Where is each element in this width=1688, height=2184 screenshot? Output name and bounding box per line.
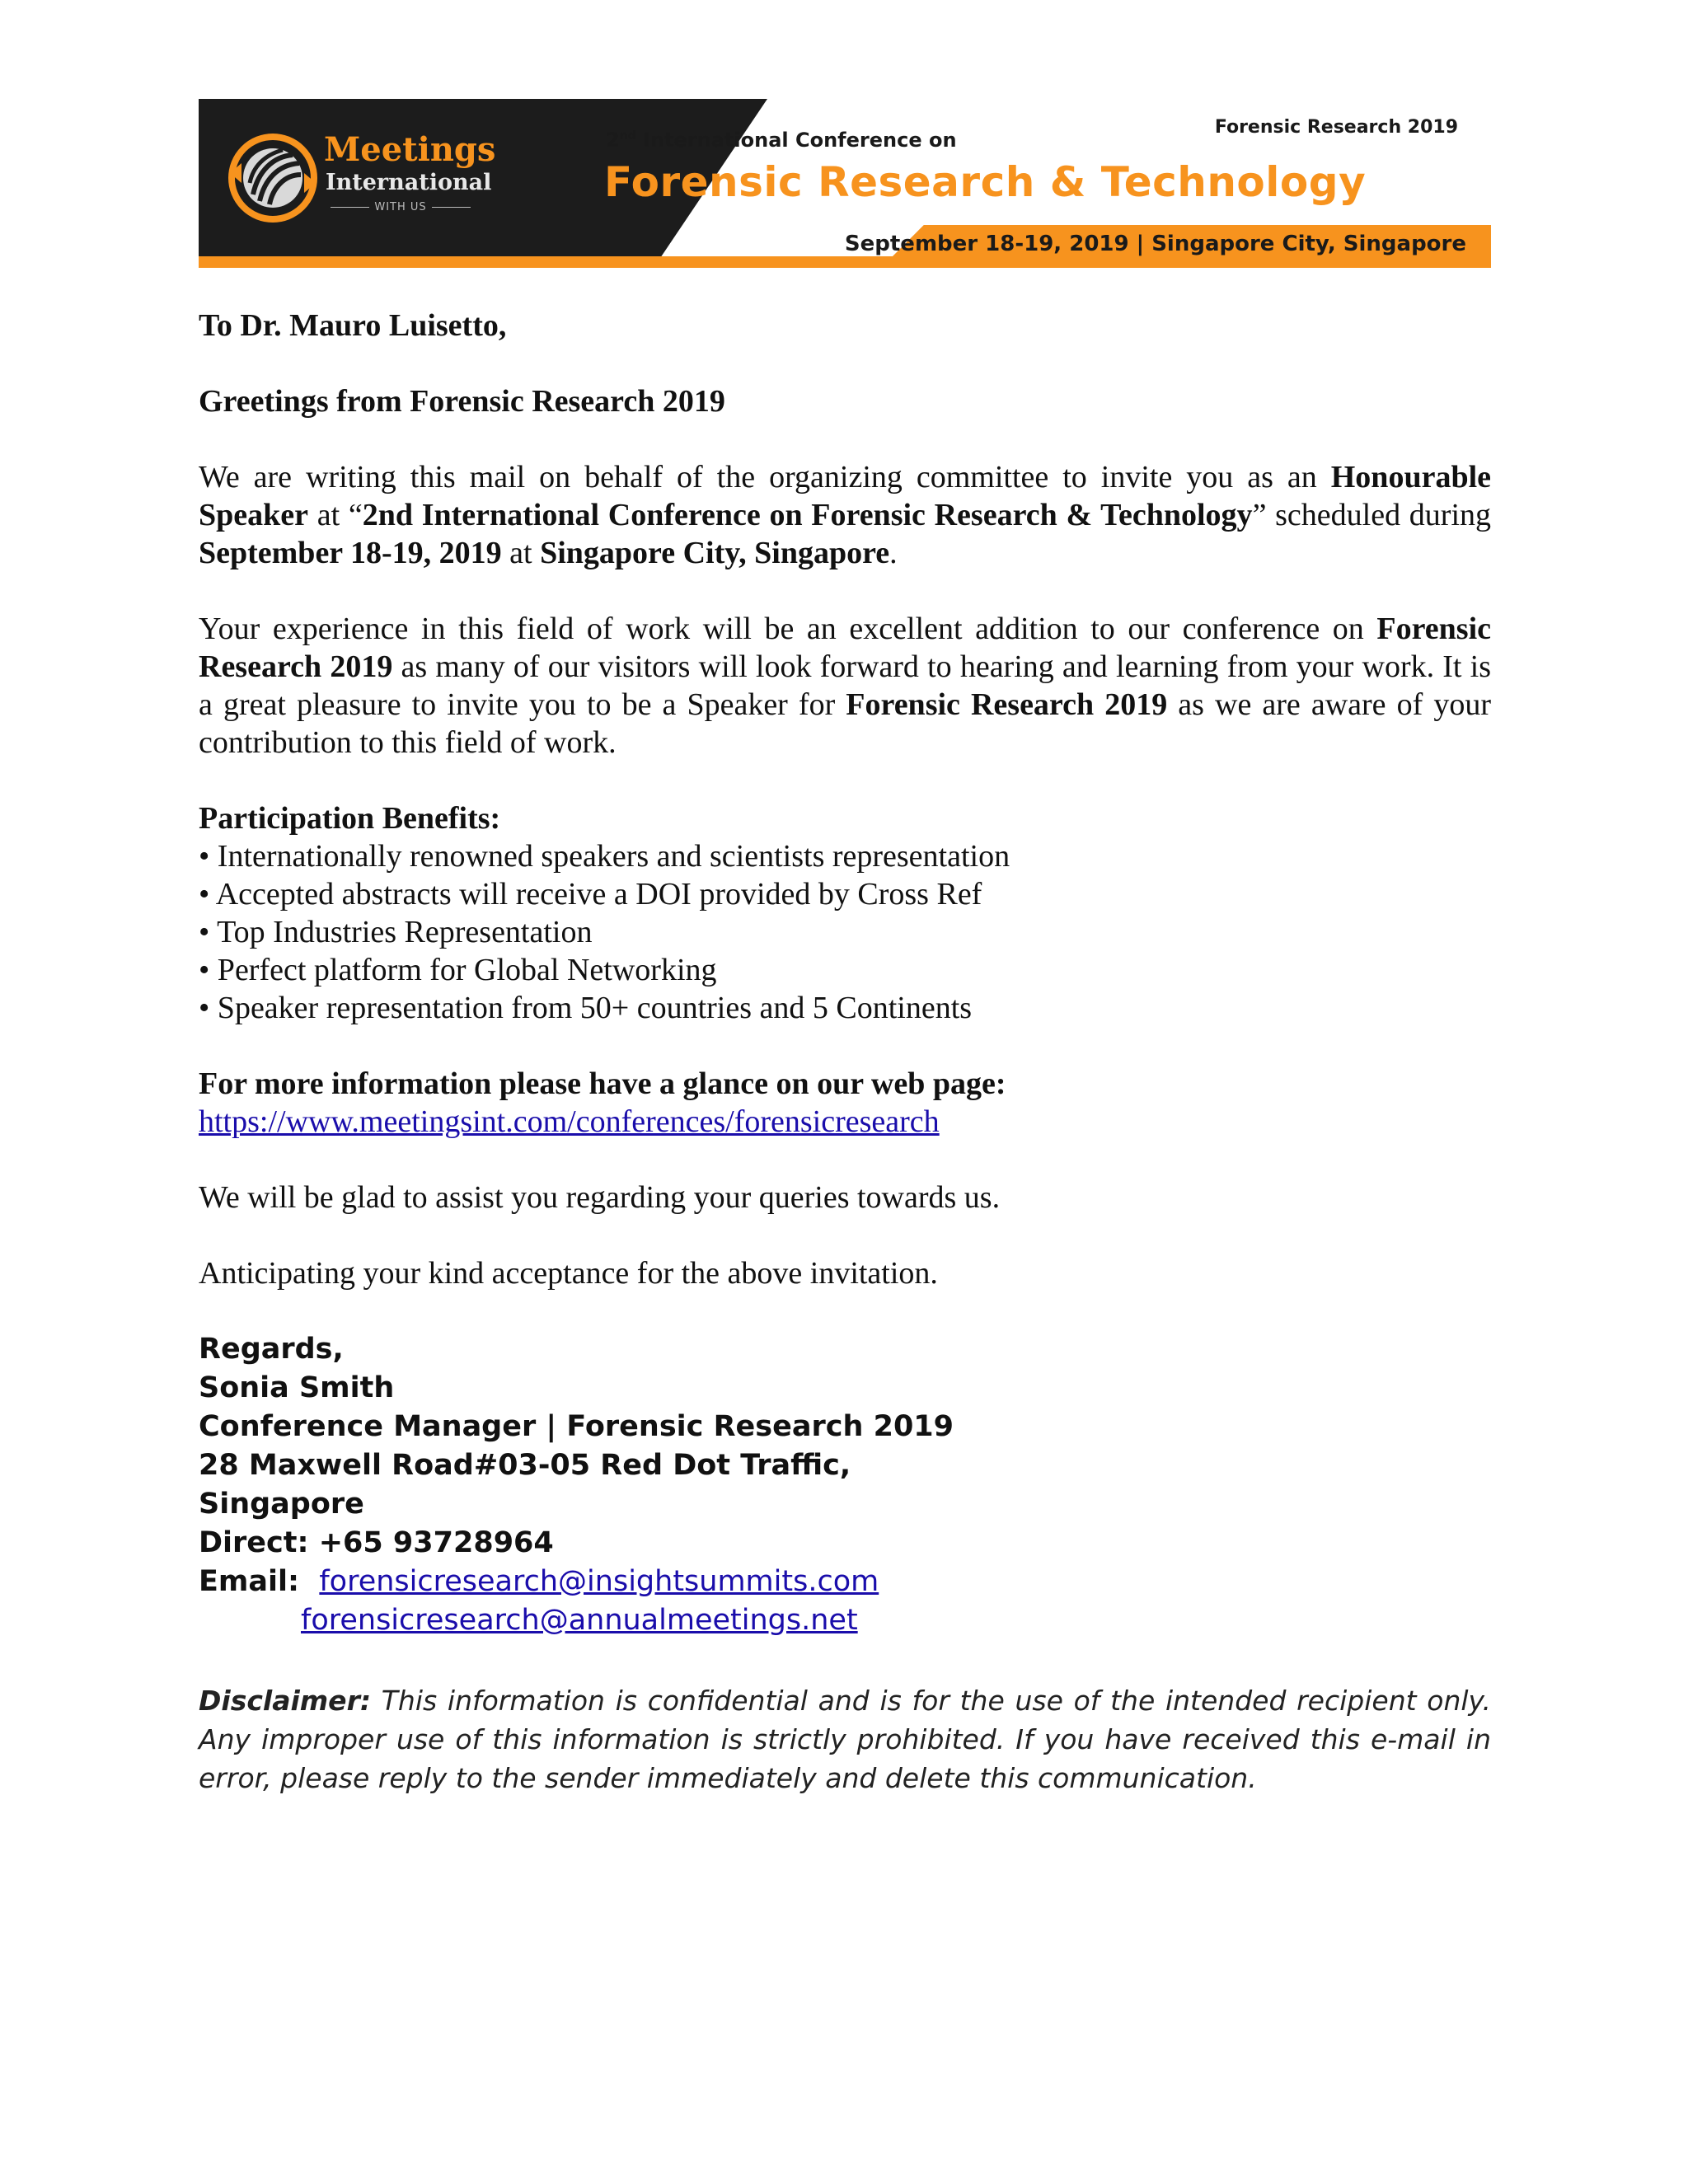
subtitle-ordinal: 2 [606,129,620,152]
disclaimer-label: Disclaimer: [199,1685,372,1717]
tagline-text: WITH US [374,201,427,213]
benefit-item: • Perfect platform for Global Networking [199,953,717,987]
benefit-item: • Top Industries Representation [199,915,593,949]
p1-role: Honourable Speaker [199,460,1491,532]
p1-text-e: ” scheduled during [1252,498,1491,532]
conference-banner [199,99,1491,268]
greeting: Greetings from Forensic Research 2019 [199,384,725,419]
logo-word-meetings: Meetings [324,130,496,169]
p2-text-e: as we are aware of your contribution to this field of work. [199,687,1491,760]
sender-role: Conference Manager | Forensic Research 2019 [199,1410,954,1443]
p2-event-name-2: Forensic Research 2019 [846,687,1168,722]
subtitle-suffix: nd [619,129,636,143]
email-label: Email: [199,1565,320,1598]
email-link-2[interactable]: forensicresearch@annualmeetings.net [301,1604,858,1637]
website-link[interactable]: https://www.meetingsint.com/conferences/forensicresearch [199,1104,940,1139]
benefit-item: • Internationally renowned speakers and scientists representation [199,839,1010,874]
banner-date-location: September 18-19, 2019 | Singapore City, Singapore [844,232,1466,256]
signature-block [199,1330,1491,1640]
benefits-list [199,837,1491,1027]
p1-text-c: at “ [308,498,363,532]
anticipating-text: Anticipating your kind acceptance for the above invitation. [199,1256,938,1291]
email-line-2 [199,1601,1491,1640]
disclaimer-text: This information is confidential and is for the use of the intended recipient only. Any improper use of this information is strictly prohibited. If you have received this e-mail in error, please reply to the sender immediately and delete this communication. [199,1685,1491,1794]
sender-phone: Direct: +65 93728964 [199,1526,554,1559]
p2-event-name-1: Forensic Research 2019 [199,612,1491,684]
experience-paragraph [199,610,1491,762]
globe-logo-icon [225,130,321,226]
benefits-heading: Participation Benefits: [199,801,501,836]
disclaimer [199,1681,1491,1797]
banner-subtitle [606,129,957,152]
benefit-item: • Speaker representation from 50+ countries and 5 Continents [199,991,973,1025]
sender-address-line2: Singapore [199,1488,364,1521]
assist-text: We will be glad to assist you regarding your queries towards us. [199,1180,1001,1215]
p1-text-g: at [501,536,541,570]
p1-location: Singapore City, Singapore [540,536,890,570]
letter-body [199,307,1491,1640]
p1-dates: September 18-19, 2019 [199,536,502,570]
sender-address-line1: 28 Maxwell Road#03-05 Red Dot Traffic, [199,1449,851,1482]
banner-bottom-stripe [199,256,1491,268]
p2-text-c: as many of our visitors will look forward to hearing and learning from your work. It is a great pleasure to invite you to be a Speaker for [199,649,1491,722]
tagline-rule-left [331,207,369,208]
banner-title: Forensic Research & Technology [604,158,1367,206]
logo-tagline [331,201,471,213]
sender-name: Sonia Smith [199,1371,395,1404]
email-link-1[interactable]: forensicresearch@insightsummits.com [319,1565,879,1598]
more-info-text: For more information please have a glance on our web page: [199,1066,1006,1101]
regards: Regards, [199,1333,344,1366]
banner-corner-label: Forensic Research 2019 [1214,117,1458,138]
p2-text-a: Your experience in this field of work will be an excellent addition to our conference on [199,612,1377,646]
invitation-paragraph [199,458,1491,572]
subtitle-rest: International Conference on [635,129,957,152]
p1-text-i: . [889,536,898,570]
salutation: To Dr. Mauro Luisetto, [199,308,507,343]
tagline-rule-right [432,207,471,208]
website-link-line [199,1103,1491,1141]
logo-word-international: International [326,170,492,195]
email-line-1 [199,1563,1491,1601]
benefit-item: • Accepted abstracts will receive a DOI provided by Cross Ref [199,877,982,912]
p1-text-a: We are writing this mail on behalf of the organizing committee to invite you as an [199,460,1331,494]
p1-conference-name: 2nd International Conference on Forensic Research & Technology [362,498,1253,532]
